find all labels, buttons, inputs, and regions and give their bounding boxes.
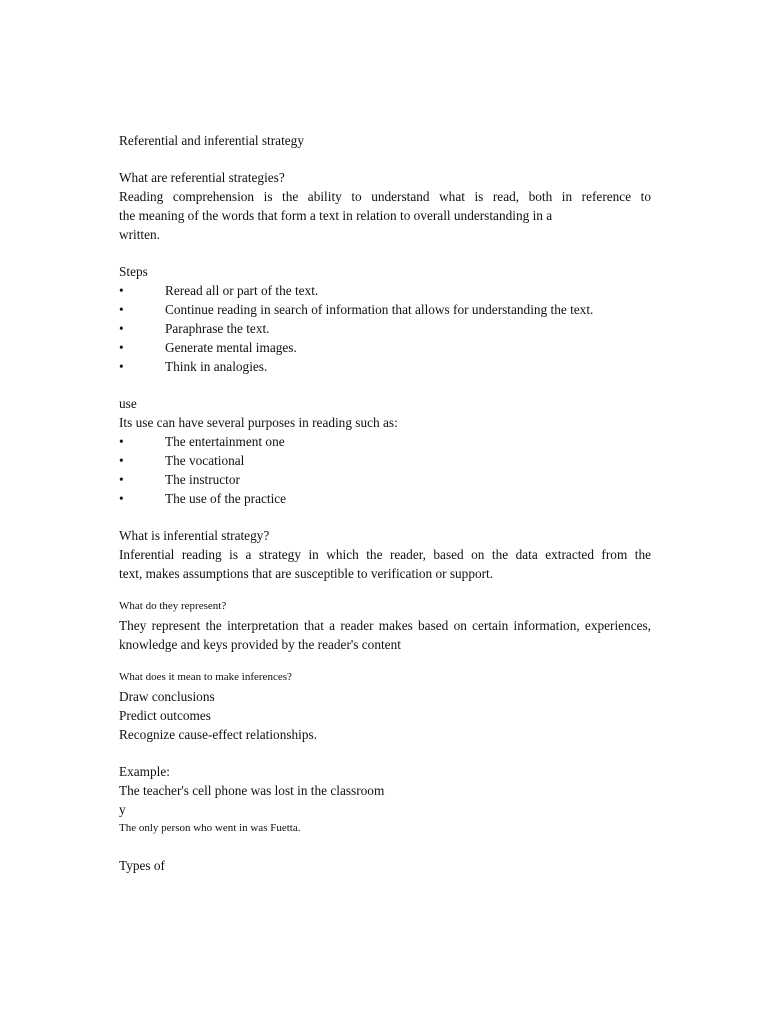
- list-item: [119, 319, 651, 338]
- bullet-icon: •: [119, 340, 124, 355]
- inferential-paragraph-line-2: text, makes assumptions that are susceptible to verification or support.: [119, 566, 494, 581]
- bullet-icon: •: [119, 302, 124, 317]
- use-intro: Its use can have several purposes in reading such as:: [119, 415, 398, 430]
- list-item-text: Think in analogies.: [165, 359, 268, 374]
- inference-item: Predict outcomes: [119, 708, 211, 723]
- referential-paragraph-line-2: the meaning of the words that form a text in relation to overall understanding in a: [119, 208, 553, 223]
- list-item: [119, 300, 651, 319]
- bullet-icon: •: [119, 491, 124, 506]
- use-list: [119, 432, 651, 508]
- document-page: [119, 131, 651, 875]
- inferential-question: What is inferential strategy?: [119, 528, 270, 543]
- list-item-text: The entertainment one: [165, 434, 285, 449]
- represent-question: What do they represent?: [119, 600, 227, 612]
- types-heading: Types of: [119, 858, 165, 873]
- use-heading: use: [119, 396, 137, 411]
- bullet-icon: •: [119, 434, 124, 449]
- bullet-icon: •: [119, 472, 124, 487]
- steps-heading: Steps: [119, 264, 148, 279]
- list-item: [119, 338, 651, 357]
- bullet-icon: •: [119, 283, 124, 298]
- list-item: [119, 432, 651, 451]
- list-item: [119, 357, 651, 376]
- referential-paragraph-line-1: Reading comprehension is the ability to understand what is read, both in reference to: [119, 189, 651, 204]
- list-item: [119, 470, 651, 489]
- list-item-text: Paraphrase the text.: [165, 321, 270, 336]
- example-line-1: The teacher's cell phone was lost in the classroom: [119, 783, 385, 798]
- example-line-2: y: [119, 802, 126, 817]
- represent-paragraph-line-2: knowledge and keys provided by the reader's content: [119, 637, 401, 652]
- referential-question: What are referential strategies?: [119, 170, 285, 185]
- bullet-icon: •: [119, 359, 124, 374]
- list-item-text: The instructor: [165, 472, 240, 487]
- example-line-3: The only person who went in was Fuetta.: [119, 822, 301, 834]
- inference-item: Draw conclusions: [119, 689, 215, 704]
- list-item: [119, 489, 651, 508]
- list-item-text: Reread all or part of the text.: [165, 283, 319, 298]
- list-item-text: The vocational: [165, 453, 245, 468]
- list-item-text: Continue reading in search of information that allows for understanding the text.: [165, 302, 594, 317]
- bullet-icon: •: [119, 321, 124, 336]
- steps-list: [119, 281, 651, 376]
- list-item: [119, 281, 651, 300]
- example-heading: Example:: [119, 764, 170, 779]
- inference-item: Recognize cause-effect relationships.: [119, 727, 318, 742]
- list-item-text: Generate mental images.: [165, 340, 297, 355]
- list-item-text: The use of the practice: [165, 491, 287, 506]
- referential-paragraph-line-3: written.: [119, 227, 160, 242]
- document-title: Referential and inferential strategy: [119, 133, 304, 148]
- represent-paragraph-line-1: They represent the interpretation that a reader makes based on certain information, experiences,: [119, 618, 651, 633]
- bullet-icon: •: [119, 453, 124, 468]
- inferences-question: What does it mean to make inferences?: [119, 671, 292, 683]
- inferential-paragraph-line-1: Inferential reading is a strategy in which the reader, based on the data extracted from the: [119, 547, 651, 562]
- list-item: [119, 451, 651, 470]
